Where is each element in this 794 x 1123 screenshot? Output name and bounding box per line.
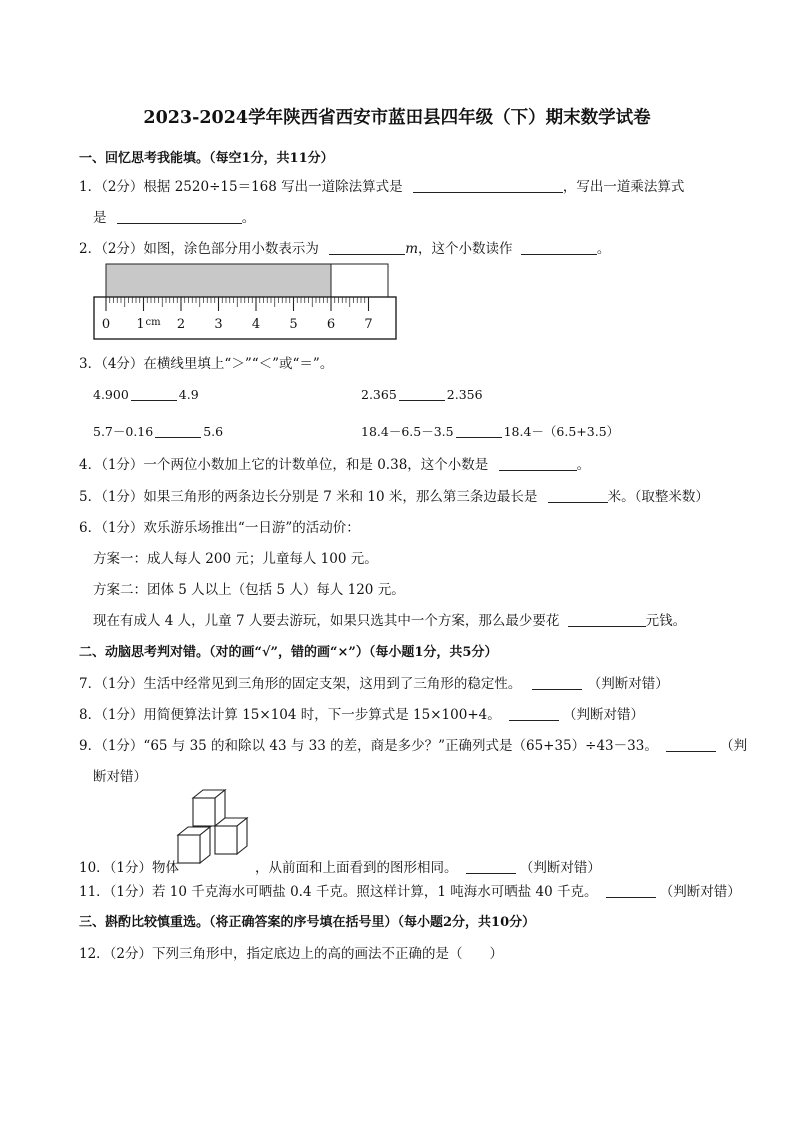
answer-blank-1b[interactable] [117,209,242,224]
compare-blank[interactable] [456,423,502,438]
compare-right: 5.6 [203,424,224,439]
ruler-label: 5 [289,317,298,332]
question-12: 12．（2分）下列三角形中，指定底边上的高的画法不正确的是（ ） [79,946,504,962]
compare-item-4 [361,422,619,440]
question-3: 3．（4分）在横线里填上“＞”“＜”或“＝”。 [79,356,334,372]
compare-left: 18.4－6.5－3.5 [361,424,454,439]
unit-meter: m [405,241,419,257]
question-2-text-b: ，这个小数读作 [418,241,513,257]
compare-left: 4.900 [93,387,129,402]
question-1-text-c: 是 [93,210,107,226]
question-9 [79,734,747,754]
answer-blank-10[interactable] [466,859,516,874]
question-4-text-b: 。 [576,457,591,473]
question-10-text-b: ，从前面和上面看到的图形相同。 [255,860,458,876]
question-1-text: 1．（2分）根据 2520÷15＝168 写出一道除法算式是 [79,179,403,195]
question-6-ask [93,609,686,629]
question-1-text-d: 。 [241,210,256,226]
question-1-line-2 [93,206,255,226]
question-8 [79,703,644,723]
compare-blank[interactable] [399,386,445,401]
question-5-text: 5．（1分）如果三角形的两条边长分别是 7 米和 10 米，那么第三条边最长是 [79,489,538,505]
question-4 [79,453,590,473]
page-title: 2023-2024学年陕西省西安市蓝田县四年级（下）期末数学试卷 [143,108,651,128]
compare-item-1 [93,386,199,402]
answer-blank-11[interactable] [606,883,656,898]
question-10 [79,856,601,876]
question-1 [79,175,684,195]
question-7-text: 7．（1分）生活中经常见到三角形的固定支架，这用到了三角形的稳定性。 [79,676,522,692]
ruler-figure [92,262,402,342]
question-9-text: 9．（1分）“65 与 35 的和除以 43 与 33 的差，商是多少？”正确列式是（65+35）÷43－33。 [79,738,658,754]
compare-left: 5.7－0.16 [93,424,154,439]
compare-right: 2.356 [446,387,483,402]
judge-tag: （判断对错） [659,884,741,900]
question-6: 6．（1分）欢乐游乐场推出“一日游”的活动价： [79,520,360,536]
section-heading-2: 二、动脑思考判对错。（对的画“√”，错的画“×”）（每小题1分，共5分） [79,645,498,660]
section-heading-3: 三、斟酌比较慎重选。（将正确答案的序号填在括号里）（每小题2分，共10分） [79,915,536,930]
ruler-label: 4 [251,317,261,332]
cube-front-face [193,798,215,826]
section-heading-1: 一、回忆思考我能填。（每空1分，共11分） [79,151,334,166]
question-1-text-b: ，写出一道乘法算式 [562,179,685,195]
judge-tag: （判 [720,738,748,754]
answer-blank-5[interactable] [548,488,608,503]
question-5 [79,485,709,505]
ruler-label: 0 [101,317,111,332]
question-9-line-2: 断对错） [93,769,147,785]
compare-left: 2.365 [361,387,397,402]
question-10-text: 10．（1分）物体 [79,860,180,876]
answer-blank-2b[interactable] [521,240,597,255]
question-8-text: 8．（1分）用简便算法计算 15×104 时，下一步算式是 15×100+4。 [79,707,501,723]
answer-blank-9[interactable] [666,737,716,752]
compare-right: 4.9 [178,387,199,402]
question-2-text-c: 。 [596,241,611,257]
judge-tag: （判断对错） [587,676,669,692]
question-2 [79,237,610,257]
answer-blank-8[interactable] [509,706,559,721]
compare-item-2 [361,386,483,402]
question-5-text-b: 米。（取整米数） [607,489,709,505]
judge-tag: （判断对错） [563,707,645,723]
shaded-strip [106,264,331,297]
answer-blank-7[interactable] [532,675,582,690]
ruler-unit-label: cm [145,317,161,328]
ruler-label: 7 [364,317,373,332]
question-11-text: 11．（1分）若 10 千克海水可晒盐 0.4 千克。照这样计算，1 吨海水可晒盐 40 千克。 [79,884,598,900]
ruler-label: 6 [326,317,336,332]
ruler-label: 3 [214,317,223,332]
question-7 [79,672,669,692]
plan-2: 方案二：团体 5 人以上（包括 5 人）每人 120 元。 [93,582,405,598]
compare-blank[interactable] [131,386,177,401]
question-6-ask-tail: 元钱。 [645,613,687,629]
compare-item-3 [93,422,223,440]
compare-right: 18.4－（6.5+3.5） [503,424,620,439]
answer-blank-2a[interactable] [329,240,405,255]
question-11 [79,880,741,900]
question-6-ask-text: 现在有成人 4 人，儿童 7 人要去游玩，如果只选其中一个方案，那么最少要花 [93,613,560,629]
compare-blank[interactable] [155,423,201,438]
plan-1: 方案一：成人每人 200 元；儿童每人 100 元。 [93,551,378,567]
answer-blank-1a[interactable] [413,178,563,193]
question-2-text: 2．（2分）如图，涂色部分用小数表示为 [79,241,319,257]
judge-tag: （判断对错） [519,860,601,876]
answer-blank-6[interactable] [568,612,646,627]
ruler-label: 1 [136,317,145,332]
question-4-text: 4．（1分）一个两位小数加上它的计数单位，和是 0.38，这个小数是 [79,457,489,473]
cube-front-face [215,826,237,854]
answer-blank-4[interactable] [499,456,577,471]
ruler-label: 2 [176,317,186,332]
